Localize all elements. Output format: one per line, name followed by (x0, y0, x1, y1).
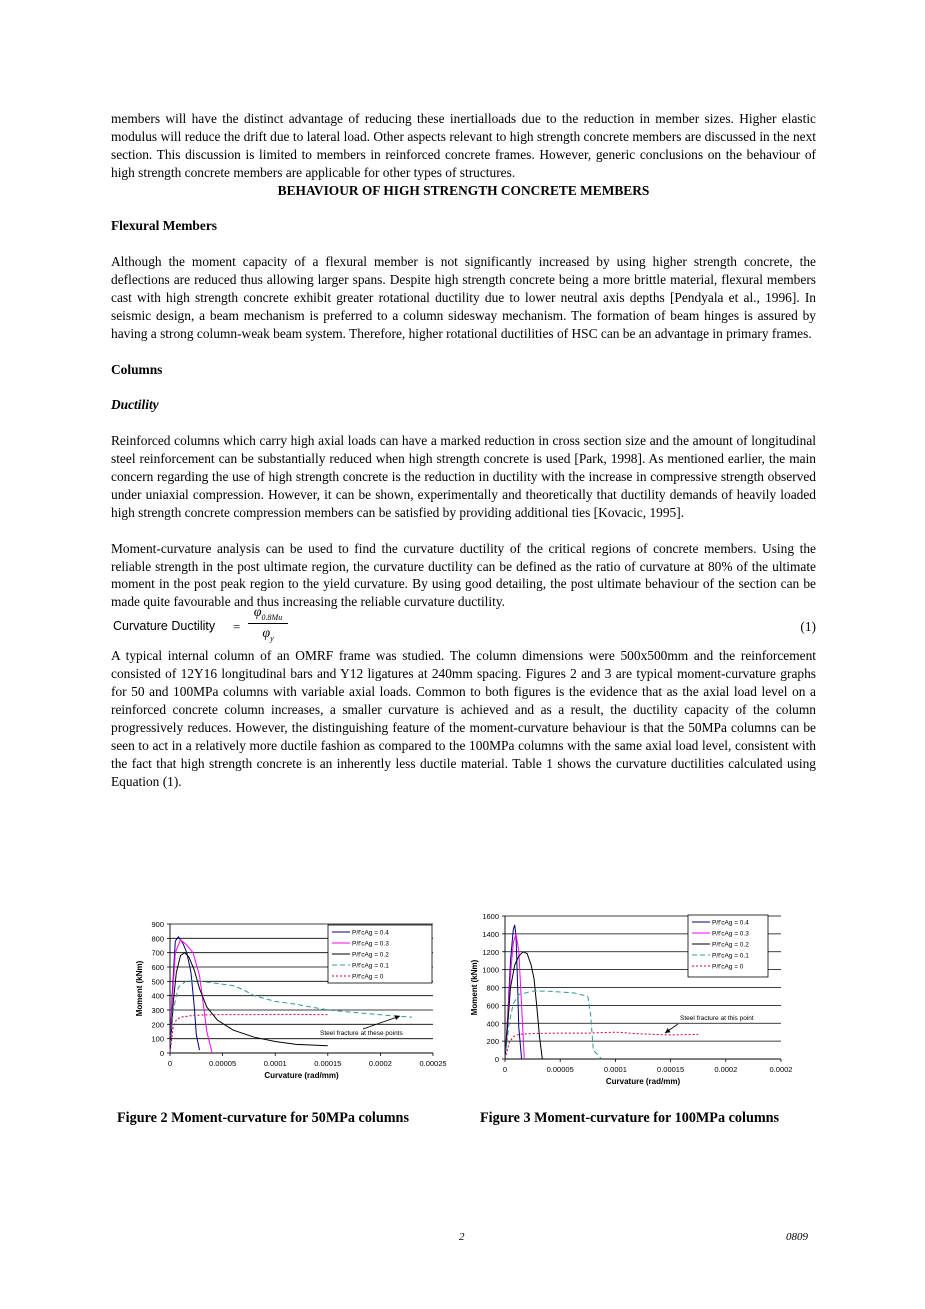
legend-label: P/f'cAg = 0.3 (352, 940, 389, 948)
annotation-text: Steel fracture at these points (320, 1030, 403, 1037)
series-line (170, 981, 412, 1053)
equation-number: (1) (800, 619, 816, 635)
series-line (505, 934, 524, 1059)
annotation-text: Steel fracture at this point (680, 1015, 754, 1022)
figure-3-chart (463, 905, 803, 1090)
legend-label: P/f'cAg = 0.1 (712, 952, 749, 960)
document-code: 0809 (786, 1231, 808, 1243)
section-heading: BEHAVIOUR OF HIGH STRENGTH CONCRETE MEMBERS (277, 182, 650, 198)
equation-fraction (248, 605, 288, 643)
series-line (170, 1014, 328, 1053)
y-tick-label: 0 (494, 1055, 499, 1064)
subheading-flexural: Flexural Members (111, 218, 217, 234)
y-axis-label: Moment (kNm) (135, 960, 144, 1017)
y-tick-label: 700 (151, 948, 164, 958)
x-tick-label: 0.00025 (419, 1059, 447, 1068)
y-tick-label: 500 (151, 977, 164, 987)
x-tick-label: 0 (502, 1065, 508, 1074)
legend-label: P/f'cAg = 0.4 (352, 929, 389, 937)
x-tick-label: 0.0002 (714, 1065, 738, 1074)
paragraph-columns: Reinforced columns which carry high axial loads can have a marked reduction in cross section size and the amount of longitudinal steel reinforcement can be substantially reduced when high strength concrete is used [Park, 1998]. As mentioned earlier, the main concern regarding the use of high strength concrete is the reduction in ductility with the increase in compressive strength observed under uniaxial compression. However, it can be shown, experimentally and theoretically that ductility demands of heavily loaded high strength concrete compression members can be satisfied by providing additional ties [Kovacic, 1995]. (111, 433, 816, 520)
x-tick-label: 0.00005 (209, 1059, 237, 1068)
y-tick-label: 1000 (482, 965, 499, 975)
series-line (505, 991, 602, 1059)
x-tick-label: 0 (167, 1059, 173, 1068)
page-body (111, 110, 816, 791)
legend-label: P/f'cAg = 0.4 (712, 919, 749, 927)
y-tick-label: 300 (151, 1006, 164, 1015)
legend-label: P/f'cAg = 0.2 (352, 951, 389, 959)
x-tick-label: 0.0002 (368, 1059, 392, 1068)
legend-label: P/f'cAg = 0.2 (712, 941, 749, 949)
y-tick-label: 600 (151, 963, 164, 972)
y-axis-label: Moment (kNm) (470, 959, 479, 1016)
y-tick-label: 200 (151, 1020, 164, 1030)
paragraph-intro: members will have the distinct advantage of reducing these inertialloads due to the reduction in member sizes. Higher elastic modulus will reduce the drift due to lateral load. Other aspects relevant to high strength concrete members are discussed in the next section. This discussion is limited to members in reinforced concrete frames. However, generic conclusions on the behaviour of high strength concrete members are applicable for other types of structures. (111, 111, 816, 180)
x-tick-label: 0.0001 (263, 1059, 287, 1068)
annotation-arrow (363, 1016, 400, 1029)
x-axis-label: Curvature (rad/mm) (605, 1077, 681, 1086)
y-tick-label: 800 (486, 983, 499, 993)
y-tick-label: 100 (151, 1034, 164, 1044)
y-tick-label: 900 (151, 920, 164, 929)
figure-3-caption: Figure 3 Moment-curvature for 100MPa columns (480, 1110, 780, 1126)
y-tick-label: 400 (151, 991, 164, 1001)
y-tick-label: 1600 (482, 912, 499, 921)
legend-label: P/f'cAg = 0.3 (712, 930, 749, 938)
paragraph-moment-curvature: Moment-curvature analysis can be used to find the curvature ductility of the critical regions of concrete members. Using the reliable strength in the post ultimate region, the curvature ductility can be defined as the ratio of curvature at 80% of the ultimate moment in the post peak region to the yield curvature. By using good detailing, the post ultimate behaviour of the section can be made quite favourable and thus increasing the reliable curvature ductility. (111, 540, 816, 610)
x-tick-label: 0.0001 (603, 1065, 627, 1074)
figure-2-svg (128, 913, 453, 1093)
figure-3-svg (463, 905, 803, 1090)
annotation-arrowhead (394, 1015, 400, 1020)
equation-curvature-ductility (111, 605, 816, 647)
legend-label: P/f'cAg = 0 (352, 973, 384, 981)
figure-2-chart (128, 913, 453, 1093)
subheading-columns: Columns (111, 361, 163, 377)
page-number: 2 (459, 1231, 465, 1243)
series-line (505, 1032, 698, 1059)
paragraph-flexural: Although the moment capacity of a flexural member is not significantly increased by using higher strength concrete, the deflections are reduced thus allowing larger spans. Despite high strength concrete being a more brittle material, flexural members cast with high strength concrete exhibit greater rotational ductility due to lower neutral axis depths [Pendyala et al., 1996]. In seismic design, a beam mechanism is preferred to a column sidesway mechanism. The formation of beam hinges is assured by having a strong column-weak beam system. Therefore, higher rotational ductilities of HSC can be an advantage in primary frames. (111, 254, 816, 341)
x-tick-label: 0.0002 (769, 1065, 793, 1074)
equation-denominator-symbol: φ (262, 626, 271, 642)
y-tick-label: 200 (486, 1037, 499, 1047)
equation-lhs: Curvature Ductility (113, 619, 216, 634)
equation-sign: = (233, 619, 241, 635)
y-tick-label: 0 (159, 1049, 164, 1058)
y-tick-label: 800 (151, 934, 164, 944)
y-tick-label: 400 (486, 1019, 499, 1029)
equation-numerator-symbol: φ (253, 605, 262, 621)
x-tick-label: 0.00005 (546, 1065, 574, 1074)
subheading-ductility: Ductility (111, 397, 159, 413)
paragraph-study: A typical internal column of an OMRF frame was studied. The column dimensions were 500x500mm and the reinforcement consisted of 12Y16 longitudinal bars and Y12 ligatures at 240mm spacing. Figures 2 and 3 are typical moment-curvature graphs for 50 and 100MPa columns with variable axial loads. Common to both figures is the evidence that as the axial load level on a reinforced concrete column increases, a smaller curvature is achieved and as a result, the ductility capacity of the column progressively reduces. However, the distinguishing feature of the moment-curvature behaviour is that the 50MPa columns can be seen to act in a relatively more ductile fashion as compared to the 100MPa columns with the same axial load level, consistent with the fact that high strength concrete is an inherently less ductile material. Table 1 shows the curvature ductilities calculated using Equation (1). (111, 648, 816, 789)
x-tick-label: 0.00015 (314, 1059, 342, 1068)
figure-2-caption: Figure 2 Moment-curvature for 50MPa columns (117, 1110, 409, 1126)
legend-label: P/f'cAg = 0 (712, 963, 744, 971)
equation-numerator-sub: 0.8Mu (261, 613, 283, 623)
y-tick-label: 1200 (482, 947, 499, 957)
y-tick-label: 600 (486, 1001, 499, 1011)
y-tick-label: 1400 (482, 929, 499, 939)
equation-denominator-sub: y (270, 633, 274, 643)
legend-label: P/f'cAg = 0.1 (352, 962, 389, 970)
x-tick-label: 0.00015 (657, 1065, 685, 1074)
annotation-arrowhead (665, 1028, 671, 1033)
x-axis-label: Curvature (rad/mm) (264, 1071, 339, 1080)
